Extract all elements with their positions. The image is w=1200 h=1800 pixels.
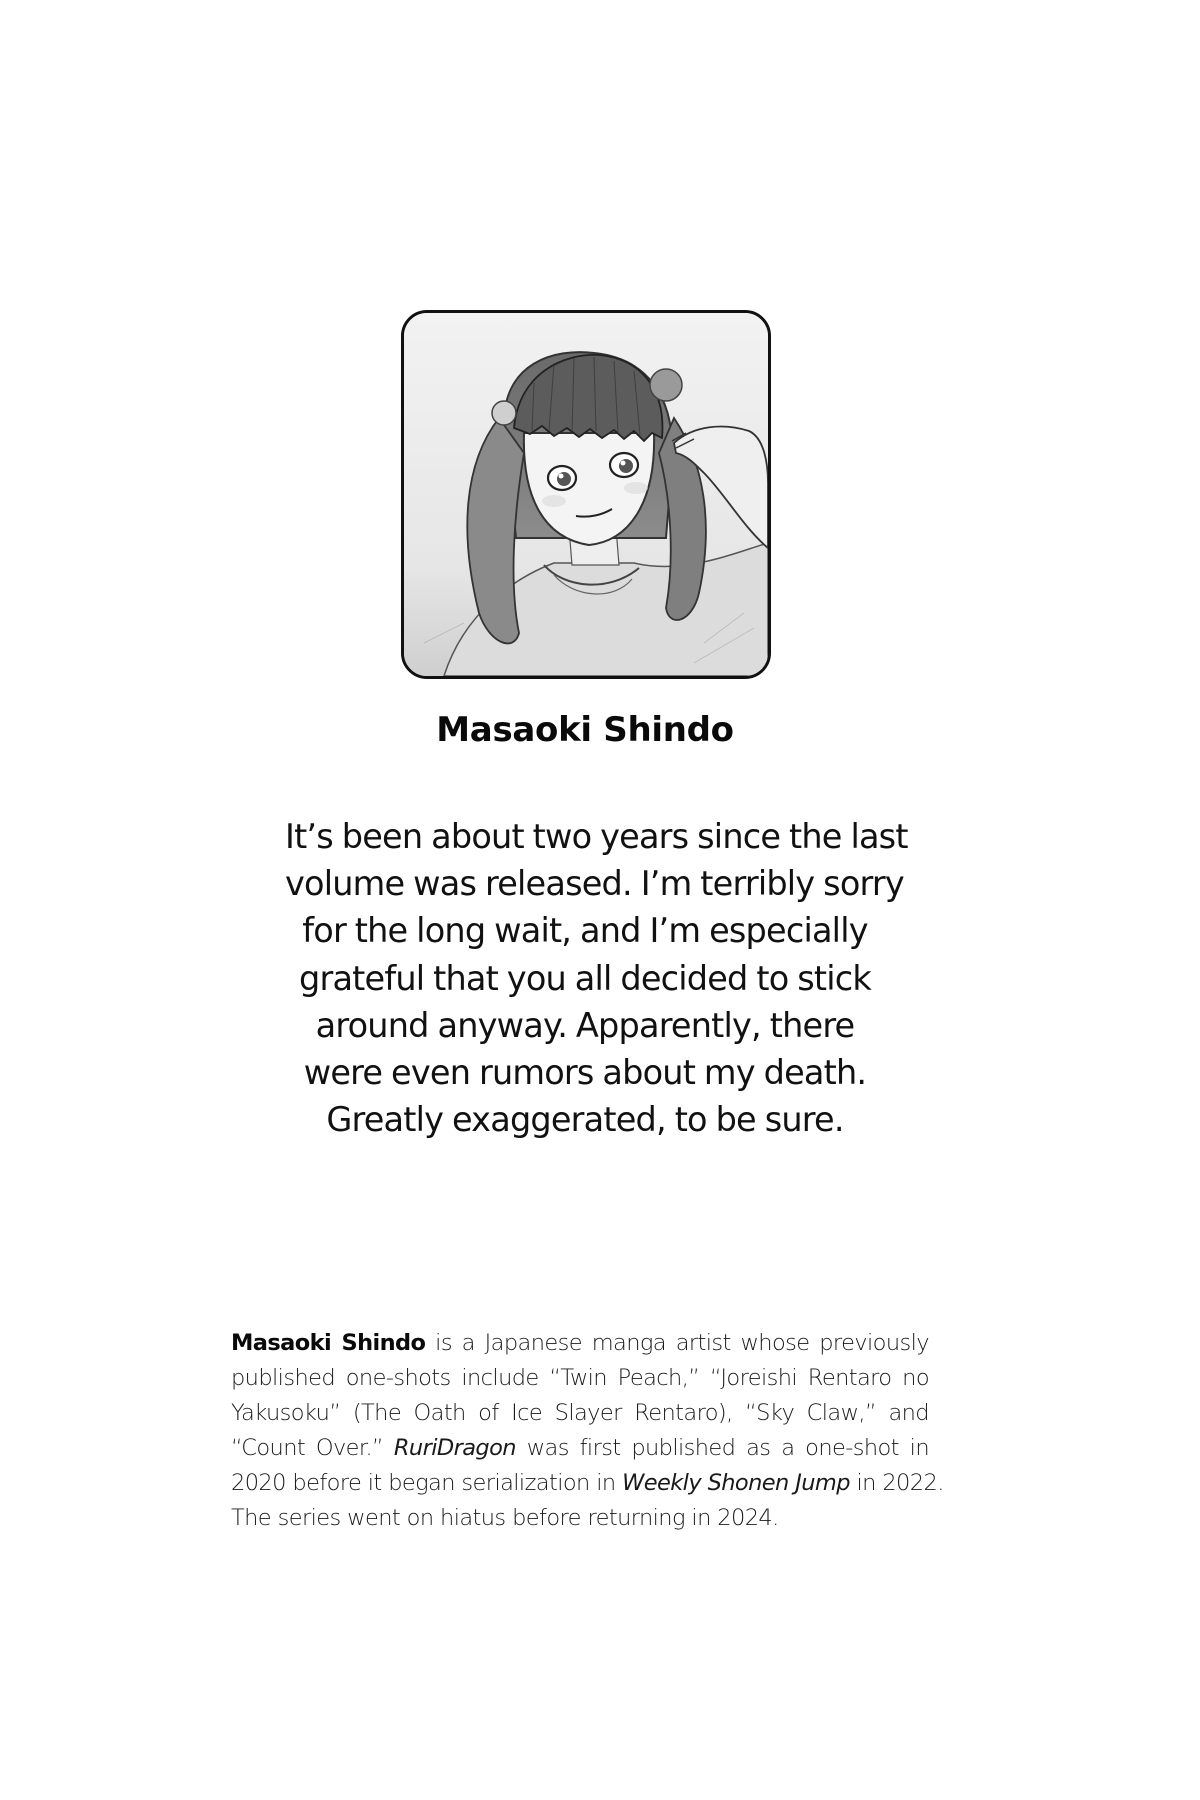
portrait-illustration-icon <box>404 313 768 676</box>
quote-line: for the long wait, and I’m especially <box>302 911 868 951</box>
quote-line: Greatly exaggerated, to be sure. <box>326 1100 844 1140</box>
bio-line <box>231 1466 944 1501</box>
bio-text: The series went on hiatus before returning in 2024. <box>231 1505 779 1531</box>
quote-line: were even rumors about my death. <box>303 1053 867 1093</box>
quote-line: volume was released. I’m terribly sorry <box>285 864 904 904</box>
bio-text: in 2022. <box>849 1470 944 1496</box>
bio-series-title: RuriDragon <box>393 1435 516 1461</box>
bio-text: is a Japanese manga artist whose previously <box>425 1330 929 1356</box>
author-bio <box>231 1326 944 1536</box>
quote-line: grateful that you all decided to stick <box>299 958 871 998</box>
bio-line <box>231 1361 929 1396</box>
author-quote <box>285 813 908 1143</box>
author-name-heading: Masaoki Shindo <box>436 710 734 750</box>
bio-line <box>231 1431 929 1466</box>
bio-text: “Count Over.” <box>231 1435 394 1461</box>
bio-magazine-title: Weekly Shonen Jump <box>622 1470 850 1496</box>
bio-author-name: Masaoki Shindo <box>231 1330 426 1356</box>
bio-text: Yakusoku” (The Oath of Ice Slayer Rentaro), “Sky Claw,” and <box>231 1400 929 1426</box>
bio-line <box>231 1326 929 1361</box>
quote-line: around anyway. Apparently, there <box>315 1005 855 1045</box>
bio-text: was first published as a one-shot in <box>515 1435 929 1461</box>
bio-text: 2020 before it began serialization in <box>231 1470 623 1496</box>
bio-text: published one-shots include “Twin Peach,” “Joreishi Rentaro no <box>231 1365 929 1391</box>
bio-line <box>231 1501 929 1536</box>
quote-line: It’s been about two years since the last <box>285 817 908 856</box>
author-portrait <box>401 310 771 679</box>
bio-line <box>231 1396 929 1431</box>
